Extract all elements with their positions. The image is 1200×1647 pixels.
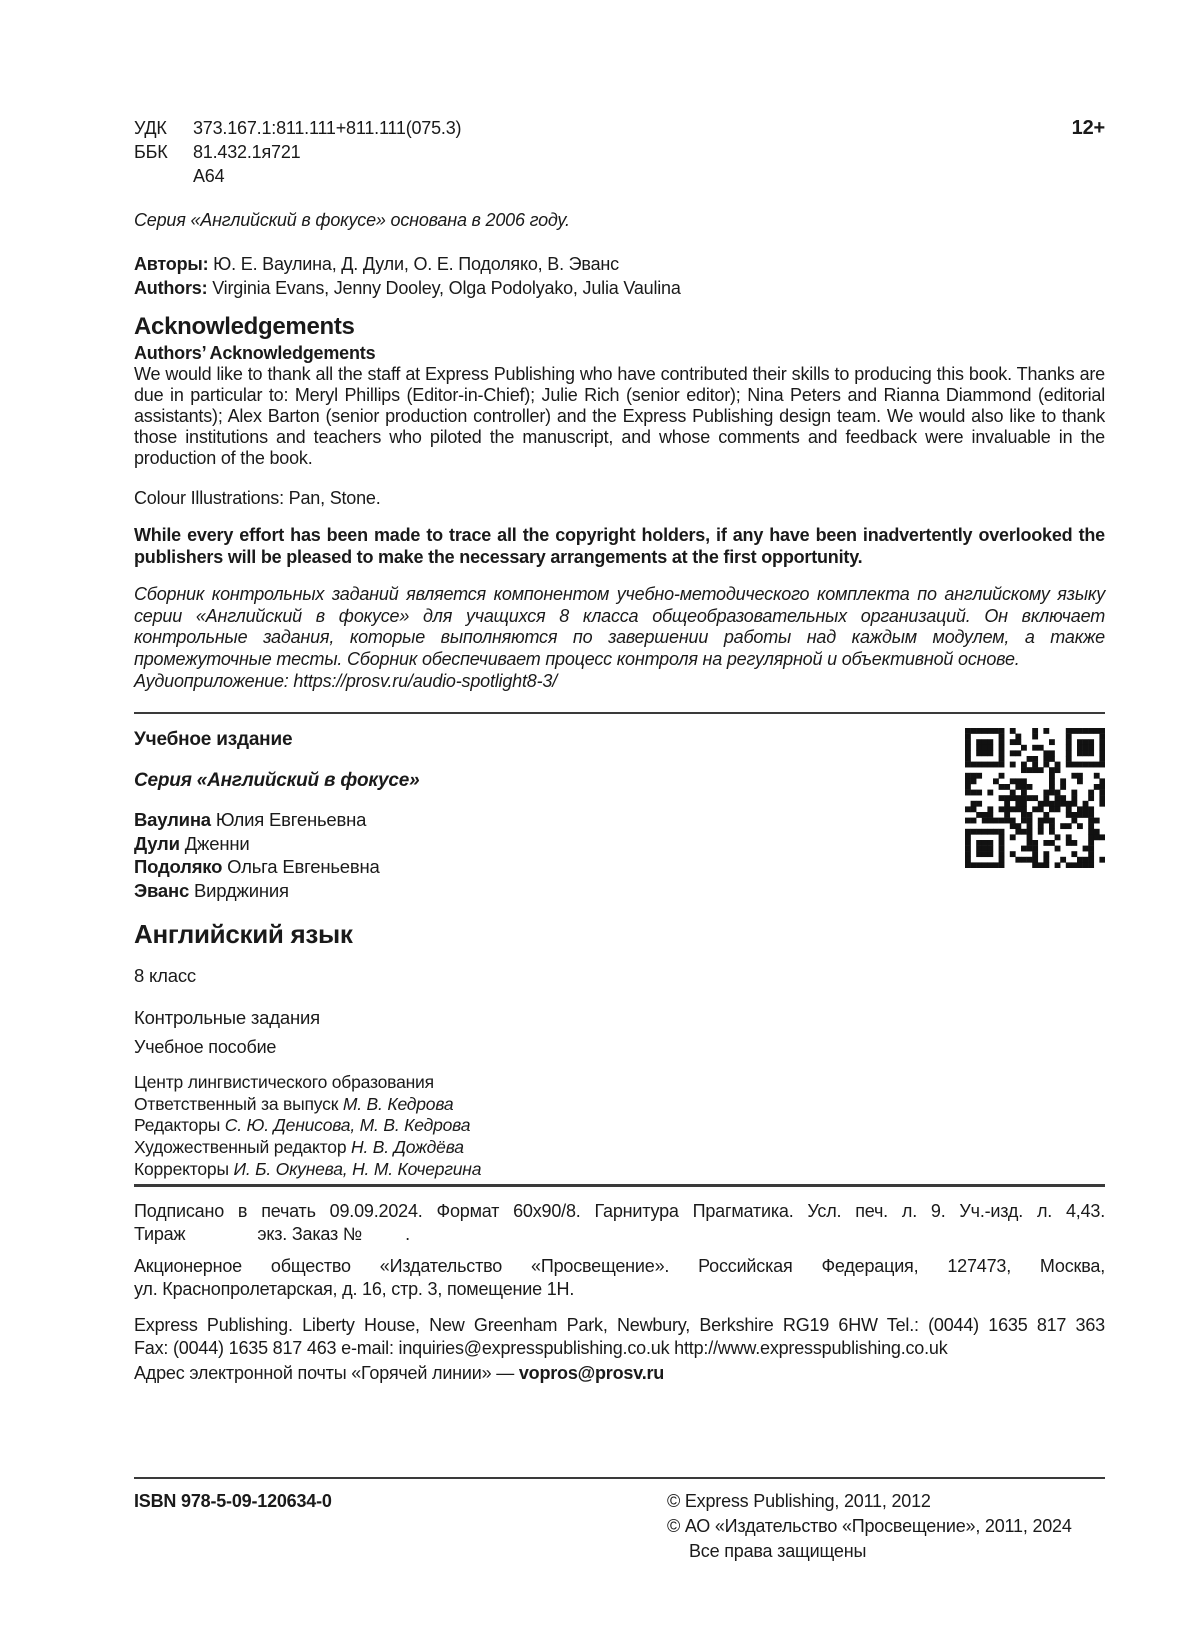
edition-series: Серия «Английский в фокусе» <box>134 770 420 792</box>
staff-names: М. В. Кедрова <box>342 1093 454 1114</box>
staff-block <box>134 1072 1105 1181</box>
print-info-line: Подписано в печать 09.09.2024. Формат 60х90/8. Гарнитура Прагматика. Усл. печ. л. 9. Уч.-изд. л. 4,43. <box>134 1200 1105 1221</box>
divider-footer <box>134 1477 1105 1480</box>
colour-illustrations-line: Colour Illustrations: Pan, Stone. <box>134 488 381 508</box>
staff-names: Н. В. Дождёва <box>351 1136 464 1157</box>
edition-authors-list <box>134 808 420 903</box>
subject-title: Английский язык <box>134 918 353 949</box>
age-rating-badge: 12+ <box>1071 117 1105 139</box>
authors-block <box>134 252 1105 300</box>
author-surname: Ваулина <box>134 809 211 831</box>
edition-author <box>134 832 420 856</box>
hotline-email: vopros@prosv.ru <box>518 1362 665 1383</box>
udk-label: УДК <box>134 118 167 138</box>
copyright-line: © Express Publishing, 2011, 2012 <box>667 1491 931 1512</box>
staff-line <box>134 1159 1105 1181</box>
author-surname: Подоляко <box>134 856 223 878</box>
author-code-row <box>134 164 461 188</box>
series-founded-note: Серия «Английский в фокусе» основана в 2006 году. <box>134 210 570 230</box>
qr-code <box>965 728 1105 868</box>
udk-value: 373.167.1:811.111+811.111(075.3) <box>193 118 462 138</box>
udc-bbk-block <box>134 116 461 188</box>
edition-info <box>134 728 420 903</box>
express-publishing-block <box>134 1314 1105 1360</box>
hotline-email-line <box>134 1362 1105 1385</box>
hotline-prefix: Адрес электронной почты «Горячей линии» — <box>134 1362 519 1383</box>
edition-author <box>134 879 420 903</box>
acknowledgements-subtitle: Authors’ Acknowledgements <box>134 343 376 363</box>
bbk-value: 81.432.1я721 <box>193 142 301 162</box>
publisher-address-line: ул. Краснопролетарская, д. 16, стр. 3, помещение 1Н. <box>134 1278 575 1299</box>
print-order-line: Тираж экз. Заказ № . <box>134 1223 410 1244</box>
express-contacts-line: Fax: (0044) 1635 817 463 e-mail: inquiries@expresspublishing.co.uk http://www.expresspublishing.co.uk <box>134 1337 948 1358</box>
udk-row <box>134 116 461 140</box>
edition-author <box>134 855 420 879</box>
authors-en-names: Virginia Evans, Jenny Dooley, Olga Podolyako, Julia Vaulina <box>207 278 681 298</box>
author-code: А64 <box>193 166 225 186</box>
authors-en-label: Authors: <box>134 278 208 298</box>
acknowledgements-body: We would like to thank all the staff at Express Publishing who have contributed their skills to producing this book. Thanks are due in particular to: Meryl Phillips (Editor-in-Chief); Julie Rich (senior editor); Nina Peters and Rianna Diammond (editorial assistants); Alex Barton (senior production controller) and the Express Publishing design team. We would also like to thank those institutions and teachers who piloted the manuscript, and whose comments and feedback were invaluable in the production of the book. <box>134 364 1105 468</box>
acknowledgements-title: Acknowledgements <box>134 313 355 340</box>
staff-line <box>134 1094 1105 1116</box>
edition-kind-line: Учебное пособие <box>134 1036 277 1057</box>
grade-line: 8 класс <box>134 964 196 986</box>
author-name: Дженни <box>179 832 250 854</box>
isbn-line: ISBN 978-5-09-120634-0 <box>134 1491 332 1512</box>
annotation-body: Сборник контрольных заданий является компонентом учебно-методического комплекта по английскому языку серии «Английский в фокусе» для учащихся 8 класса общеобразовательных организаций. Он включает контрольные задания, которые выполняются по завершении работы над каждым модулем, а также промежуточные тесты. Сборник обеспечивает процесс контроля на регулярной и объективной основе. <box>134 584 1105 670</box>
staff-line <box>134 1137 1105 1159</box>
author-surname: Дули <box>134 832 180 854</box>
publisher-address-block <box>134 1255 1105 1301</box>
copyright-block <box>667 1489 1105 1564</box>
staff-names: И. Б. Окунева, Н. М. Кочергина <box>233 1158 482 1179</box>
authors-en-line <box>134 276 1105 300</box>
copyright-notice: While every effort has been made to trace all the copyright holders, if any have been inadvertently overlooked the publishers will be pleased to make the necessary arrangements at the first opportunity. <box>134 525 1105 567</box>
audio-link-line: Аудиоприложение: https://prosv.ru/audio-spotlight8-3/ <box>134 670 557 691</box>
classification-block <box>134 116 1105 188</box>
divider-top <box>134 712 1105 715</box>
staff-role: Корректоры <box>134 1158 234 1179</box>
annotation-block <box>134 584 1105 693</box>
author-name: Юлия Евгеньевна <box>210 809 367 831</box>
authors-ru-line <box>134 252 1105 276</box>
footer-block <box>134 1489 1105 1564</box>
authors-ru-label: Авторы: <box>134 254 209 274</box>
book-type-line: Контрольные задания <box>134 1006 320 1028</box>
author-name: Вирджиния <box>189 880 289 902</box>
print-run-block <box>134 1200 1105 1246</box>
edition-block <box>134 728 1105 903</box>
bbk-row <box>134 140 461 164</box>
staff-names: С. Ю. Денисова, М. В. Кедрова <box>224 1115 471 1136</box>
authors-ru-names: Ю. Е. Ваулина, Д. Дули, О. Е. Подоляко, В. Эванс <box>208 254 619 274</box>
author-surname: Эванс <box>134 880 190 902</box>
bbk-label: ББК <box>134 142 168 162</box>
staff-role: Художественный редактор <box>134 1136 352 1157</box>
staff-role: Редакторы <box>134 1115 225 1136</box>
divider-imprint <box>134 1184 1105 1187</box>
staff-center-line: Центр лингвистического образования <box>134 1071 434 1092</box>
staff-line <box>134 1115 1105 1137</box>
express-address-line: Express Publishing. Liberty House, New Greenham Park, Newbury, Berkshire RG19 6HW Tel.: (0044) 1635 817 363 <box>134 1314 1105 1335</box>
publisher-line: Акционерное общество «Издательство «Просвещение». Российская Федерация, 127473, Москва, <box>134 1255 1105 1276</box>
edition-author <box>134 808 420 832</box>
rights-reserved-line: Все права защищены <box>689 1541 867 1562</box>
staff-role: Ответственный за выпуск <box>134 1093 343 1114</box>
copyright-line: © АО «Издательство «Просвещение», 2011, 2024 <box>667 1516 1072 1537</box>
edition-type: Учебное издание <box>134 729 293 751</box>
author-name: Ольга Евгеньевна <box>222 856 380 878</box>
